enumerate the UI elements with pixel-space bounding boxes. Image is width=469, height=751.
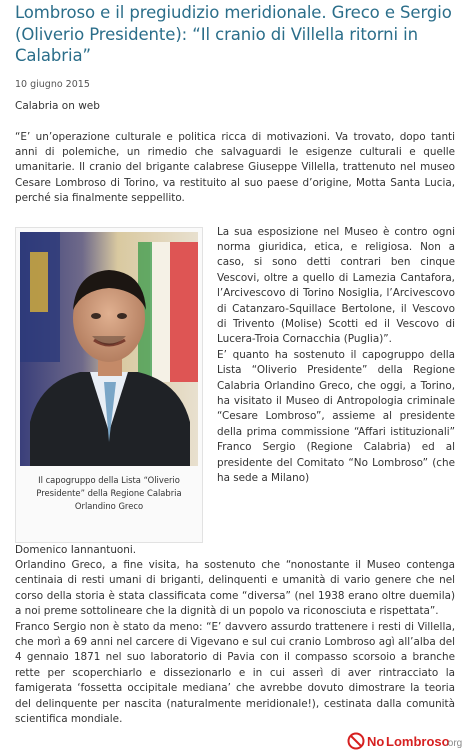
watermark-prefix: No xyxy=(367,734,385,749)
watermark-name: Lombroso xyxy=(386,734,450,749)
side-column xyxy=(217,225,455,487)
watermark-suffix: .org xyxy=(445,738,463,749)
side-paragraph-1: La sua esposizione nel Museo è contro ogni norma giuridica, etica, e religiosa. Non a caso, si sono detti contrari ben cinque Vescovi, oltre a quello di Lamezia Cantafora, l’Arcivescovo di Torino Nosiglia, l’Arcivescovo di Catanzaro-Squillace Bertolone, il Vescovo di Trivento (Molise) Scotti ed il Vescovo di Lucera-Troia Cornacchia (Puglia)”. xyxy=(217,225,455,346)
article-figure xyxy=(15,227,203,543)
article-source: Calabria on web xyxy=(15,99,100,112)
paragraph-3: Orlandino Greco, a fine visita, ha sostenuto che “nonostante il Museo contenga centinaia di resti umani di briganti, delinquenti e umanità di vario genere che nel corso della storia è stata classificata come “diversa” (nel 1938 erano oltre duemila) a noi preme sottolineare che la dignità di un popolo va riconosciuta e rispettata”. xyxy=(15,558,455,618)
article-page xyxy=(0,2,469,751)
side-paragraph-2: E’ quanto ha sostenuto il capogruppo della Lista “Oliverio Presidente” della Regione Calabria Orlandino Greco, che oggi, a Torino, ha visitato il Museo di Antropologia criminale “Cesare Lombroso”, assieme al presidente della prima commissione “Affari istituzionali” Franco Sergio (Regione Calabria) ed al presidente del Comitato “No Lombroso” (che ha sede a Milano) xyxy=(217,348,455,485)
lead-paragraph: “E’ un’operazione culturale e politica ricca di motivazioni. Va trovato, dopo tanti anni di polemiche, un rimedio che salvaguardi le esigenze culturali e quelle umanitarie. Il cranio del brigante calabrese Giuseppe Villella, trattenuto nel museo Cesare Lombroso di Torino, va restituito al suo paese d’origine, Motta Santa Lucia, perché sia finalmente seppellito. xyxy=(15,130,455,205)
paragraph-4: Franco Sergio non è stato da meno: “E’ davvero assurdo trattenere i resti di Villella, che morì a 69 anni nel carcere di Vigevano e sul cui cranio Lombroso agì all’alba del 4 gennaio 1871 nel suo laboratorio di Pavia con il compasso scorsoio a branche rette per scoperchiarlo e dissezionarlo e in cui asserì di aver rintracciato la famigerata ‘fossetta occipitale mediana’ che avrebbe dovuto dimostrare la teoria del delinquente per nascita (naturalmente meridionale!), cestinata dalla comunità scientifica mondiale. xyxy=(15,620,455,725)
figure-caption: Il capogruppo della Lista “Oliverio Presidente” della Regione Calabria Orlandino Greco xyxy=(36,474,182,511)
article-date: 10 giugno 2015 xyxy=(15,78,90,90)
portrait-photo[interactable] xyxy=(20,232,198,466)
nolombroso-watermark-logo[interactable] xyxy=(347,732,465,750)
article-title[interactable]: Lombroso e il pregiudizio meridionale. Greco e Sergio (Oliverio Presidente): “Il cranio di Villella ritorni in Calabria” xyxy=(15,3,452,65)
figure-row xyxy=(15,227,455,547)
continuation-text: Domenico Iannantuoni. xyxy=(15,543,137,556)
